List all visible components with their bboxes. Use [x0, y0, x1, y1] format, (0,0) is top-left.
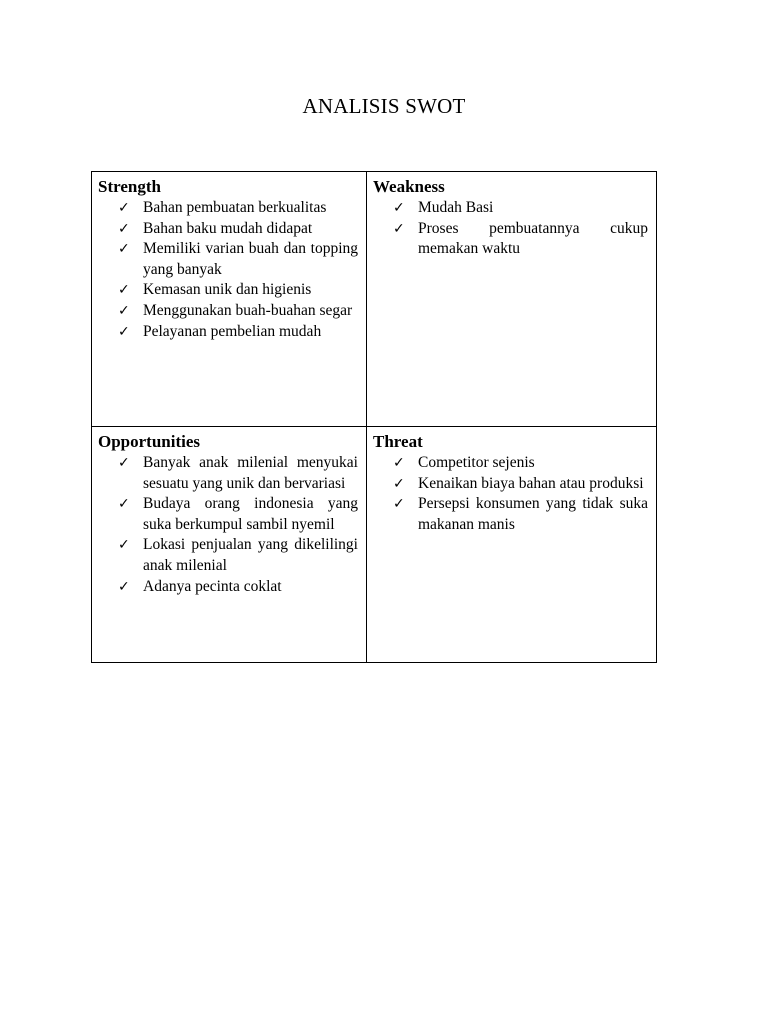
swot-row-top: [92, 172, 657, 427]
checkmark-icon: ✓: [118, 455, 130, 471]
threat-list: [373, 453, 648, 535]
checkmark-icon: ✓: [118, 496, 130, 513]
checkmark-icon: ✓: [393, 496, 405, 513]
checkmark-icon: ✓: [393, 475, 405, 492]
list-item-text: Proses pembuatannya cukup memakan waktu: [418, 219, 648, 258]
list-item-text: Adanya pecinta coklat: [143, 577, 282, 595]
list-item-text: Persepsi konsumen yang tidak suka makanan manis: [418, 495, 648, 533]
checkmark-icon: ✓: [118, 220, 130, 237]
list-item-text: Mudah Basi: [418, 199, 494, 216]
weakness-list: [373, 198, 648, 260]
strength-heading: Strength: [98, 177, 161, 196]
opportunities-cell: [92, 427, 367, 663]
strength-list: [98, 198, 358, 342]
list-item: [393, 453, 648, 474]
document-title: ANALISIS SWOT: [302, 94, 466, 118]
list-item: [393, 219, 648, 260]
list-item: [118, 301, 358, 322]
checkmark-icon: ✓: [118, 200, 130, 216]
threat-cell: [367, 427, 657, 663]
list-item-text: Kemasan unik dan higienis: [143, 281, 312, 299]
list-item-text: Memiliki varian buah dan topping yang banyak: [143, 240, 358, 278]
list-item-text: Pelayanan pembelian mudah: [143, 322, 322, 340]
checkmark-icon: ✓: [118, 282, 130, 299]
checkmark-icon: ✓: [118, 323, 130, 340]
list-item-text: Budaya orang indonesia yang suka berkumpul sambil nyemil: [143, 495, 358, 533]
list-item: [118, 280, 358, 301]
list-item: [118, 494, 358, 535]
list-item: [393, 474, 648, 495]
list-item: [118, 219, 358, 240]
opportunities-list: [98, 453, 358, 597]
list-item-text: Banyak anak milenial menyukai sesuatu yang unik dan bervariasi: [143, 454, 358, 492]
list-item: [393, 198, 648, 219]
list-item-text: Bahan baku mudah didapat: [143, 219, 313, 237]
checkmark-icon: ✓: [393, 455, 405, 471]
list-item-text: Competitor sejenis: [418, 454, 535, 471]
strength-cell: [92, 172, 367, 427]
list-item-text: Lokasi penjualan yang dikelilingi anak milenial: [143, 536, 358, 574]
list-item: [118, 322, 358, 343]
list-item: [118, 453, 358, 494]
list-item: [118, 535, 358, 576]
checkmark-icon: ✓: [393, 220, 405, 237]
list-item: [118, 577, 358, 598]
list-item: [118, 239, 358, 280]
weakness-cell: [367, 172, 657, 427]
list-item-text: Menggunakan buah-buahan segar: [143, 301, 353, 319]
checkmark-icon: ✓: [118, 302, 130, 319]
weakness-heading: Weakness: [373, 177, 445, 196]
checkmark-icon: ✓: [118, 578, 130, 595]
list-item-text: Kenaikan biaya bahan atau produksi: [418, 474, 644, 492]
opportunities-heading: Opportunities: [98, 432, 201, 451]
swot-table: [91, 171, 657, 663]
swot-row-bottom: [92, 427, 657, 663]
list-item: [393, 494, 648, 535]
checkmark-icon: ✓: [393, 200, 405, 216]
list-item-text: Bahan pembuatan berkualitas: [143, 199, 327, 216]
threat-heading: Threat: [373, 432, 423, 451]
checkmark-icon: ✓: [118, 241, 130, 258]
list-item: [118, 198, 358, 219]
checkmark-icon: ✓: [118, 537, 130, 554]
